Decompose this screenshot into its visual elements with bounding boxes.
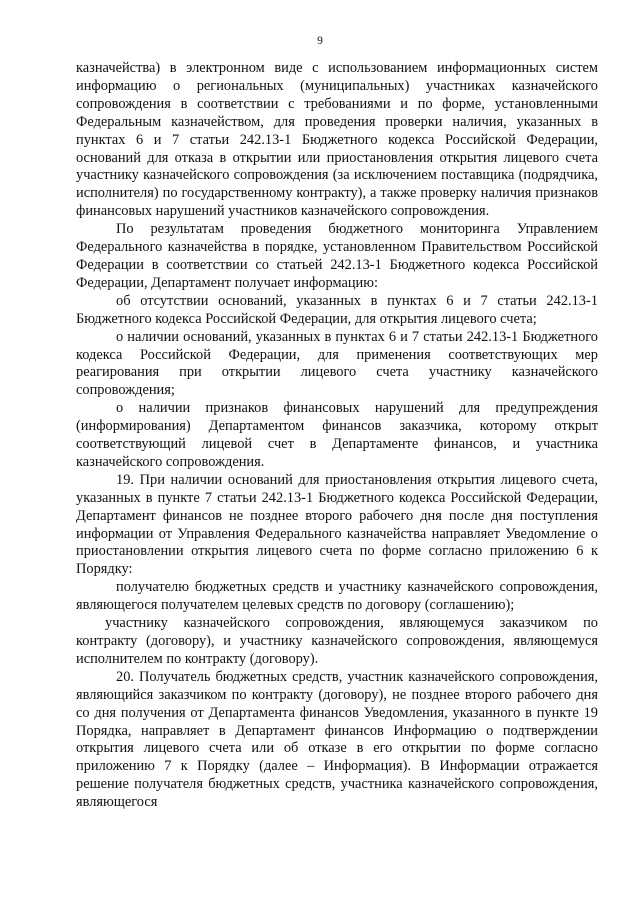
paragraph: о наличии оснований, указанных в пунктах 6 и 7 статьи 242.13-1 Бюджетного кодекса Российской Федерации, для применения соответствующих мер реагирования при открытии лицевого счета участнику казначейского сопровождения; (76, 328, 598, 399)
paragraph: По результатам проведения бюджетного мониторинга Управлением Федерального казначейства в порядке, установленном Правительством Российской Федерации в соответствии со статьей 242.13-1 Бюджетного кодекса Российской Федерации, Департамент получает информацию: (76, 221, 598, 291)
paragraph: 20. Получатель бюджетных средств, участник казначейского сопровождения, являющийся заказчиком по контракту (договору), не позднее второго рабочего дня со дня получения от Департамента финансов Уведомления, указанного в пункте 19 Порядка, направляет в Департамент финансов Информацию о подтверждении открытия лицевого счета или об отказе в его открытии по форме согласно приложению 7 к Порядку (далее – Информация). В Информации отражается решение получателя бюджетных средств, участника казначейского сопровождения, являющегося (76, 668, 598, 811)
document-body (76, 60, 598, 812)
paragraph: участнику казначейского сопровождения, являющемуся заказчиком по контракту (договору), и участнику казначейского сопровождения, являющемуся исполнителем по контракту (договору). (76, 615, 598, 667)
page-number: 9 (317, 35, 323, 47)
paragraph: о наличии признаков финансовых нарушений для предупреждения (информирования) Департаментом финансов заказчика, которому открыт соответствующий лицевой счет в Департаменте финансов, и участника казначейского сопровождения. (76, 400, 598, 470)
paragraph: получателю бюджетных средств и участнику казначейского сопровождения, являющегося получателем целевых средств по договору (соглашению); (76, 579, 598, 614)
paragraph: 19. При наличии оснований для приостановления открытия лицевого счета, указанных в пункте 7 статьи 242.13-1 Бюджетного кодекса Российской Федерации, Департамент финансов не позднее второго рабочего дня после дня поступления информации от Управления Федерального казначейства направляет Уведомление о приостановлении открытия лицевого счета по форме согласно приложению 6 к Порядку: (76, 471, 598, 578)
paragraph: казначейства) в электронном виде с использованием информационных систем информацию о региональных (муниципальных) участниках казначейского сопровождения в соответствии с требованиями и по форме, установленными Федеральным казначейством, для проведения проверки наличия, указанных в пунктах 6 и 7 статьи 242.13-1 Бюджетного кодекса Российской Федерации, оснований для отказа в открытии или приостановления открытия лицевого счета участнику казначейского сопровождения (за исключением поставщика (подрядчика, исполнителя) по государственному контракту), а также проверку наличия признаков финансовых нарушений участников казначейского сопровождения. (76, 60, 598, 220)
paragraph: об отсутствии оснований, указанных в пунктах 6 и 7 статьи 242.13-1 Бюджетного кодекса Российской Федерации, для открытия лицевого счета; (76, 292, 598, 327)
